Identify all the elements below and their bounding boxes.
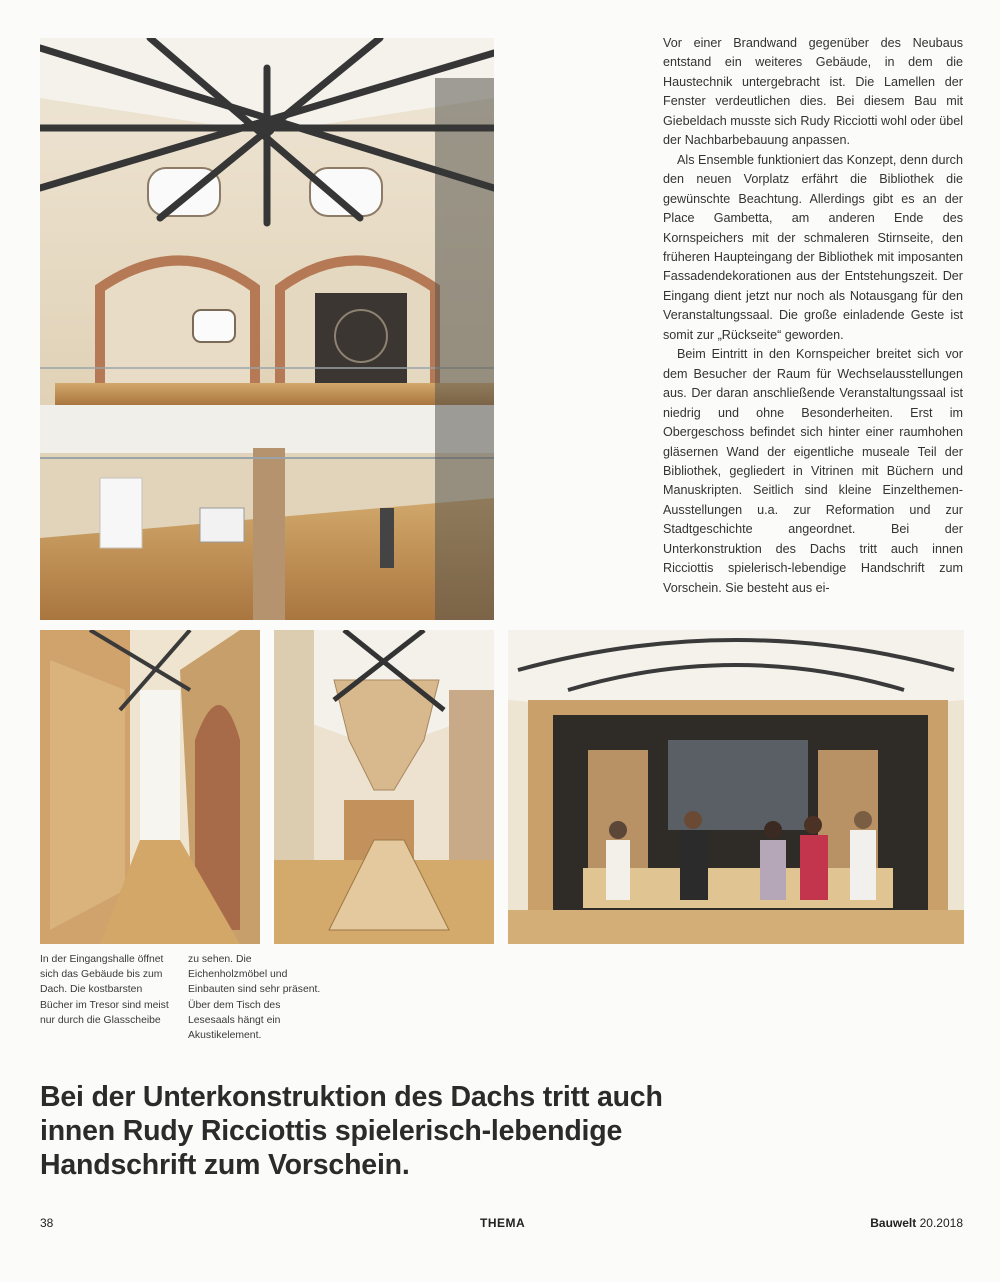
- page-number: 38: [40, 1216, 54, 1230]
- article-paragraph: Als Ensemble funktioniert das Konzept, denn durch den neuen Vorplatz erfährt die Bibliothek die gewünschte Beachtung. Allerdings gibt es an der Place Gambetta, am anderen Ende des Kornspeichers mit der schmaleren Stirnseite, den früheren Haupteingang der Bibliothek mit imposanten Fassadendekorationen aus der Entstehungszeit. Der Eingang dient jetzt nur noch als Notausgang für den Veranstaltungssaal. Die große einladende Geste ist somit zur „Rückseite“ geworden.: [663, 152, 963, 342]
- article-paragraph: Beim Eintritt in den Kornspeicher breitet sich vor dem Besucher der Raum für Wechselausstellungen aus. Der daran anschließende Veranstaltungssaal ist niedrig und ohne Besonderheiten. Erst im Obergeschoss befindet sich hinter einer raumhohen gläsernen Wand der eigentliche museale Teil der Bibliothek, gegliedert in Vitrinen mit Büchern und Manuskripten. Seitlich sind kleine Einzelthemen-Ausstellungen u.a. zur Reformation und zur Stadtgeschichte angeordnet. Bei der Unterkonstruktion des Dachs tritt auch innen Ricciottis spielerisch-lebendige Handschrift zum Vorschein. Sie besteht aus ei-: [663, 347, 963, 595]
- photo-caption-continued: zu sehen. Die Eichenholzmöbel und Einbauten sind sehr präsent. Über dem Tisch des Lesesaals hängt ein Akustikelement.: [188, 954, 321, 1042]
- magazine-name: Bauwelt: [870, 1216, 917, 1230]
- photo-entrance-hall: [40, 38, 494, 620]
- photo-exhibition-vitrines: [508, 630, 964, 944]
- photo-caption: In der Eingangshalle öffnet sich das Gebäude bis zum Dach. Die kostbarsten Bücher im Tresor sind meist nur durch die Glasscheibe: [40, 954, 169, 1026]
- photo-corridor: [40, 630, 260, 944]
- photo-reading-room: [274, 630, 494, 944]
- pull-quote: Bei der Unterkonstruktion des Dachs tritt auch innen Rudy Ricciottis spielerisch-lebendige Handschrift zum Vorschein.: [40, 1081, 663, 1181]
- magazine-issue: [870, 1216, 963, 1230]
- article-body: [663, 34, 963, 598]
- issue-number: 20.2018: [919, 1216, 963, 1230]
- article-paragraph: Vor einer Brandwand gegenüber des Neubaus entstand ein weiteres Gebäude, in dem die Haustechnik untergebracht ist. Die Lamellen der Fenster verdeutlichen dies. Bei diesem Bau mit Giebeldach musste sich Rudy Ricciotti wohl oder übel der Nachbarbebauung anpassen.: [663, 36, 963, 148]
- section-label: THEMA: [480, 1216, 526, 1230]
